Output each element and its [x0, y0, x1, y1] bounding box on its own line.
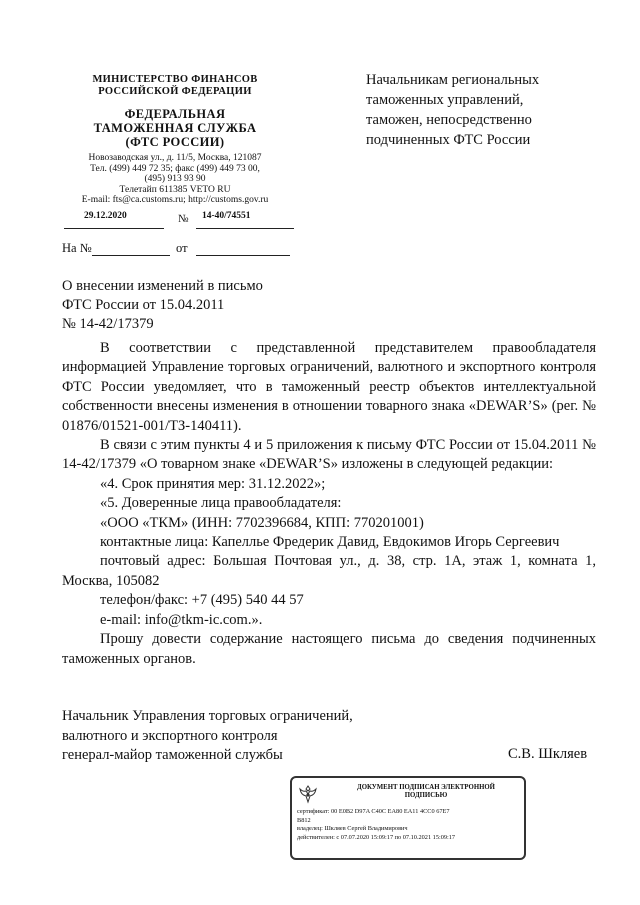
ministry-line: МИНИСТЕРСТВО ФИНАНСОВ — [92, 74, 258, 85]
agency-line: ТАМОЖЕННАЯ СЛУЖБА — [93, 121, 257, 135]
date-underline — [64, 228, 164, 229]
address-line: Новозаводская ул., д. 11/5, Москва, 121087 — [88, 153, 262, 163]
body-paragraph: e-mail: info@tkm-ic.com.». — [100, 611, 263, 628]
agency-header — [60, 107, 290, 149]
reference-line — [62, 238, 302, 260]
stamp-title — [330, 784, 522, 801]
stamp-title-line: ДОКУМЕНТ ПОДПИСАН ЭЛЕКТРОННОЙ — [357, 784, 495, 791]
signer-position-line: валютного и экспортного контроля — [62, 727, 278, 744]
stamp-certificate: сертификат: 00 E0B2 D97A C40C EA80 EA11 4CC0 67E7 — [297, 808, 450, 815]
body-paragraph: «ООО «ТКМ» (ИНН: 7702396684, КПП: 770201001) — [100, 514, 424, 531]
outgoing-date: 29.12.2020 — [84, 211, 127, 221]
stamp-title-line: ПОДПИСЬЮ — [404, 792, 448, 800]
body-paragraph: Прошу довести содержание настоящего письма до сведения подчиненных таможенных органов. — [62, 631, 596, 667]
number-underline — [196, 228, 294, 229]
signer-name: С.В. Шкляев — [508, 746, 588, 762]
addressee-line: таможенных управлений, — [366, 92, 524, 108]
address-line: E-mail: fts@ca.customs.ru; http://customs.gov.ru — [81, 195, 269, 205]
reference-number-underline — [92, 255, 170, 256]
number-sign: № — [178, 213, 189, 225]
address-line: (495) 913 93 90 — [144, 174, 206, 184]
reference-number-label: На № — [62, 241, 92, 255]
stamp-certificate-continued: B812 — [297, 816, 311, 824]
agency-line: (ФТС РОССИИ) — [125, 135, 225, 149]
ministry-line: РОССИЙСКОЙ ФЕДЕРАЦИИ — [98, 86, 252, 97]
reference-date-underline — [196, 255, 290, 256]
body-paragraph: телефон/факс: +7 (495) 540 44 57 — [100, 592, 304, 609]
signer-position — [62, 707, 392, 766]
letter-subject — [62, 277, 362, 334]
addressee-block — [366, 70, 606, 150]
sender-address — [60, 153, 290, 206]
body-paragraph: «4. Срок принятия мер: 31.12.2022»; — [100, 475, 326, 492]
electronic-signature-stamp — [290, 776, 526, 860]
address-line: Тел. (499) 449 72 35; факс (499) 449 73 00, — [90, 163, 260, 174]
addressee-line: Начальникам региональных — [366, 72, 540, 88]
subject-line: ФТС России от 15.04.2011 — [62, 297, 225, 313]
signer-position-line: генерал-майор таможенной службы — [62, 747, 283, 763]
body-paragraph: почтовый адрес: Большая Почтовая ул., д. 38, стр. 1А, этаж 1, комната 1, Москва, 105082 — [62, 553, 596, 589]
stamp-owner: владелец: Шкляев Сергей Владимирович — [297, 825, 408, 833]
eagle-emblem-icon — [297, 783, 319, 805]
subject-line: № 14-42/17379 — [62, 316, 154, 332]
stamp-validity: действителен: с 07.07.2020 15:09:17 по 07.10.2021 15:09:17 — [297, 833, 456, 841]
registration-line — [64, 208, 294, 230]
body-paragraph: В связи с этим пункты 4 и 5 приложения к письму ФТС России от 15.04.2011 № 14-42/17379 «О товарном знаке «DEWAR’S» изложены в следующей редакции: — [62, 437, 596, 473]
address-line: Телетайп 611385 VETO RU — [119, 184, 231, 195]
addressee-line: таможен, непосредственно — [366, 112, 532, 128]
body-paragraph: «5. Доверенные лица правообладателя: — [100, 495, 342, 512]
agency-line: ФЕДЕРАЛЬНАЯ — [124, 107, 226, 121]
body-paragraph: контактные лица: Капеллье Фредерик Давид, Евдокимов Игорь Сергеевич — [100, 534, 560, 551]
addressee-line: подчиненных ФТС России — [366, 132, 531, 148]
signer-position-line: Начальник Управления торговых ограничений, — [62, 708, 353, 724]
body-paragraph: В соответствии с представленной представителем правообладателя информацией Управление торговых ограничений, валютного и экспортного контроля ФТС России уведомляет, что в таможенный реестр объектов интеллектуальной собственности внесены изменения в отношении товарного знака «DEWAR’S» (рег. № 01876/01521-001/ТЗ-140411). — [62, 340, 596, 434]
stamp-details — [297, 808, 523, 842]
subject-line: О внесении изменений в письмо — [62, 278, 263, 294]
letter-body — [62, 339, 596, 669]
reference-from-label: от — [176, 241, 188, 255]
outgoing-number: 14-40/74551 — [202, 211, 251, 221]
ministry-header — [60, 74, 290, 98]
